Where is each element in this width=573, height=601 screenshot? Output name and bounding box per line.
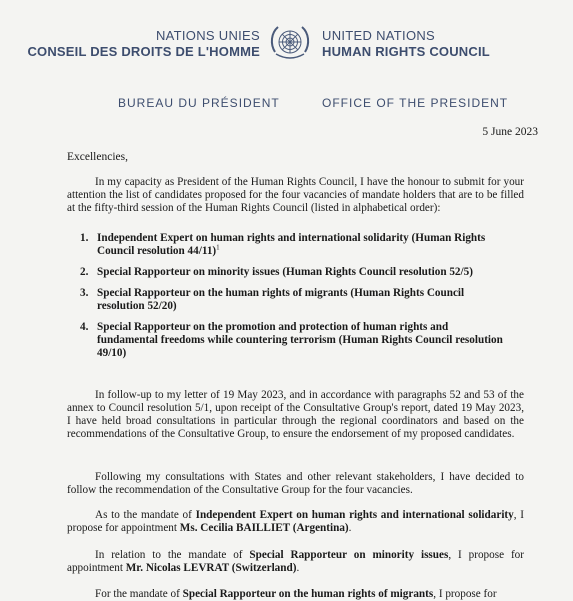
text-run: For the mandate of <box>95 588 183 600</box>
mandate-text: Independent Expert on human rights and international solidarity (Human Rights Council resolution 44/11) <box>97 232 486 257</box>
letterhead-fr-line2: CONSEIL DES DROITS DE L'HOMME <box>27 44 260 59</box>
letterhead-french <box>22 28 260 59</box>
consultations-paragraph: Following my consultations with States and other relevant stakeholders, I have decided to follow the recommendation of the Consultative Group for the four vacancies. <box>67 471 524 496</box>
un-emblem-icon <box>266 22 314 66</box>
mandate-item <box>67 266 507 279</box>
candidate-name: Mr. Nicolas LEVRAT (Switzerland) <box>125 562 297 574</box>
mandate-item <box>67 232 507 258</box>
minority-paragraph <box>67 549 524 575</box>
migrants-paragraph <box>67 588 524 601</box>
letterhead-fr-line1: NATIONS UNIES <box>155 28 260 43</box>
candidate-name: Ms. Cecilia BAILLIET (Argentina) <box>179 522 349 534</box>
letterhead-english <box>322 28 562 59</box>
letter-date: 5 June 2023 <box>482 126 538 138</box>
text-run: , I propose for appointment <box>67 549 524 574</box>
salutation: Excellencies, <box>67 151 128 163</box>
mandate-text: Special Rapporteur on the promotion and protection of human rights and fundamental freedoms while countering terrorism (Human Rights Council resolution 49/10) <box>97 321 503 359</box>
intro-paragraph: In my capacity as President of the Human Rights Council, I have the honour to submit for your attention the list of candidates proposed for the four vacancies of mandate holders that are to be filled at the fifty-third session of the Human Rights Council (listed in alphabetical order): <box>67 176 524 214</box>
solidarity-paragraph <box>67 509 524 535</box>
mandate-name: Special Rapporteur on minority issues <box>249 549 449 561</box>
text-run: , I propose for <box>433 588 497 600</box>
followup-paragraph: In follow-up to my letter of 19 May 2023, and in accordance with paragraphs 52 and 53 of the annex to Council resolution 5/1, upon receipt of the Consultative Group's report, dated 19 May 2023, I have held broad consultations in particular through the regional coordinators and based on the recommendations of the Consultative Group, to ensure the endorsement of my proposed candidates. <box>67 389 524 440</box>
mandate-item <box>67 321 507 360</box>
footnote-marker: 1 <box>216 243 220 252</box>
mandate-item <box>67 287 507 313</box>
text-run: , I propose for appointment <box>67 509 525 534</box>
text-run: . <box>296 562 300 574</box>
text-run: In relation to the mandate of <box>95 549 250 561</box>
mandate-number: 3. <box>80 287 89 299</box>
letterhead-en-line1: UNITED NATIONS <box>322 28 436 43</box>
mandate-number: 4. <box>80 321 89 333</box>
office-english: OFFICE OF THE PRESIDENT <box>322 96 509 110</box>
text-run: As to the mandate of <box>95 509 196 521</box>
mandate-text: Special Rapporteur on the human rights of migrants (Human Rights Council resolution 52/20) <box>97 287 465 312</box>
text-run: . <box>348 522 352 534</box>
mandate-name: Special Rapporteur on the human rights of migrants <box>182 588 434 600</box>
mandate-name: Independent Expert on human rights and international solidarity <box>195 509 514 521</box>
office-french: BUREAU DU PRÉSIDENT <box>118 96 280 110</box>
mandate-number: 1. <box>80 232 89 244</box>
mandate-number: 2. <box>80 266 89 278</box>
mandate-list <box>67 232 507 368</box>
letterhead-en-line2: HUMAN RIGHTS COUNCIL <box>322 44 490 59</box>
mandate-text: Special Rapporteur on minority issues (Human Rights Council resolution 52/5) <box>97 266 473 278</box>
